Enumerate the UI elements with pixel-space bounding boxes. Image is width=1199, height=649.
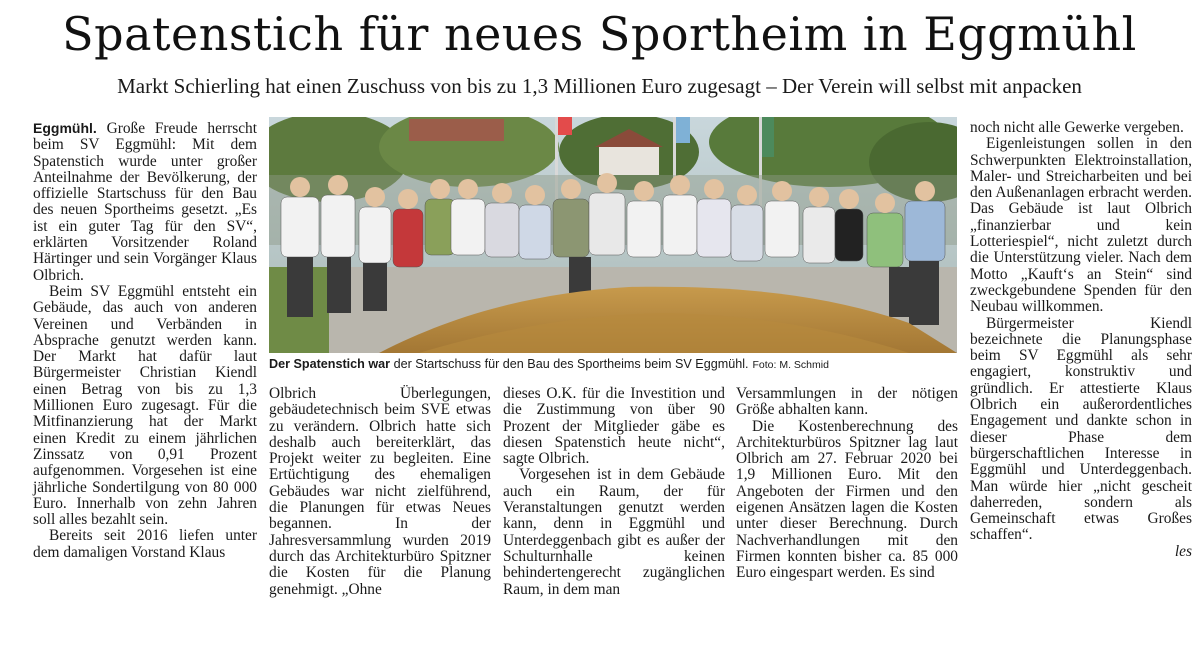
headline: Spatenstich für neues Sportheim in Eggmühl: [62, 7, 1137, 61]
author-signature: les: [1174, 542, 1192, 560]
subheadline: Markt Schierling hat einen Zuschuss von bis zu 1,3 Millionen Euro zugesagt – Der Verein will selbst mit anpacken: [117, 74, 1082, 98]
caption-lead: Der Spatenstich war: [269, 357, 391, 371]
paragraph: Versammlungen in der nötigen Größe abhalten kann.: [736, 385, 958, 419]
paragraph: Die Kostenberechnung des Architekturbüros Spitzner lag laut Olbrich am 27. Februar 2020 bei 1,9 Millionen Euro. Mit den Angeboten der Firmen und den eigenen Ansätzen lagen die Kosten unter dieser Berechnung. Durch Nachverhandlungen mit den Firmen konnten bisher ca. 85 000 Euro eingespart werden. Es sind: [736, 417, 958, 582]
paragraph: dieses O.K. für die Investition und die Zustimmung von über 90 Prozent der Mitglieder gäbe es diesen Spatenstich heute nicht“, sagte Olbrich.: [503, 385, 725, 468]
paragraph: Vorgesehen ist in dem Gebäude auch ein Raum, der für Veranstaltungen genutzt werden kann, denn in Eggmühl und Unterdeggenbach gibt es außer der Schulturnhalle keinen behindertengerecht zugänglichen Raum, in dem man: [503, 466, 725, 598]
article-column-2: [269, 386, 491, 598]
paragraph: Olbrich Überlegungen, gebäudetechnisch beim SVE etwas zu verändern. Olbrich hatte sich deshalb auch bereiterklärt, das Projekt weiter zu begleiten. Eine Ertüchtigung des ehemaligen Gebäudes war nicht zielführend, die Planungen für etwas Neues begannen. In der Jahresversammlung wurden 2019 durch das Architekturbüro Spitzner die Kosten für die Planung genehmigt. „Ohne: [269, 385, 491, 598]
groundbreaking-photo-illustration: [269, 117, 957, 353]
article-column-5: [970, 120, 1192, 560]
article-column-4: [736, 386, 958, 582]
paragraph: Bereits seit 2016 liefen unter dem damaligen Vorstand Klaus: [33, 527, 257, 561]
paragraph: noch nicht alle Gewerke vergeben.: [970, 119, 1184, 136]
paragraph: Bürgermeister Kiendl bezeichnete die Planungsphase beim SV Eggmühl als sehr engagiert, konstruktiv und gründlich. Er attestierte Klaus Olbrich ein außerordentliches Engagement und dankte schon in dieser Phase dem bürgerschaftlichen Interesse in Eggmühl und Unterdeggenbach. Man würde hier „nicht gescheit daherreden, sondern als Gemeinschaft etwas Großes schaffen“.: [970, 314, 1192, 544]
paragraph: Große Freude herrscht beim SV Eggmühl: Mit dem Spatenstich wurde unter großer Anteilnahme der Bevölkerung, der offizielle Startschuss für den Bau des neuen Sportheims gesetzt. „Es ist ein guter Tag für den SV“, erklärten Vorsitzender Roland Härtinger und sein Vorgänger Klaus Olbrich.: [33, 120, 257, 284]
paragraph: Beim SV Eggmühl entsteht ein Gebäude, das auch von anderen Vereinen und Verbänden in Absprache genutzt werden kann. Der Markt hat dafür laut Bürgermeister Christian Kiendl einen Betrag von bis zu 1,3 Millionen Euro zugesagt. Für die Mitfinanzierung hat der Markt einen Kredit zu einem jährlichen Zinssatz von 0,91 Prozent aufgenommen. Vorgesehen ist eine jährliche Sondertilgung von 80 000 Euro. Innerhalb von zehn Jahren soll alles bezahlt sein.: [33, 282, 257, 529]
event-photo: [269, 117, 957, 353]
article-column-1: [33, 120, 257, 561]
article-column-3: [503, 386, 725, 598]
photo-caption: [269, 356, 959, 373]
paragraph: Eigenleistungen sollen in den Schwerpunkten Elektroinstallation, Maler- und Streicharbeiten und bei den Außenanlagen erbracht werden. Das Gebäude ist laut Olbrich „finanzierbar und kein Lotteriespiel“, nicht zuletzt durch die Unterstützung vieler. Nach dem Motto „Kauft‘s an Stein“ sind zweckgebundene Spenden für den Neubau willkommen.: [970, 135, 1192, 316]
photo-credit: Foto: M. Schmid: [752, 359, 829, 371]
dateline: Eggmühl.: [33, 120, 97, 136]
caption-text: der Startschuss für den Bau des Sportheims beim SV Eggmühl.: [390, 357, 749, 371]
